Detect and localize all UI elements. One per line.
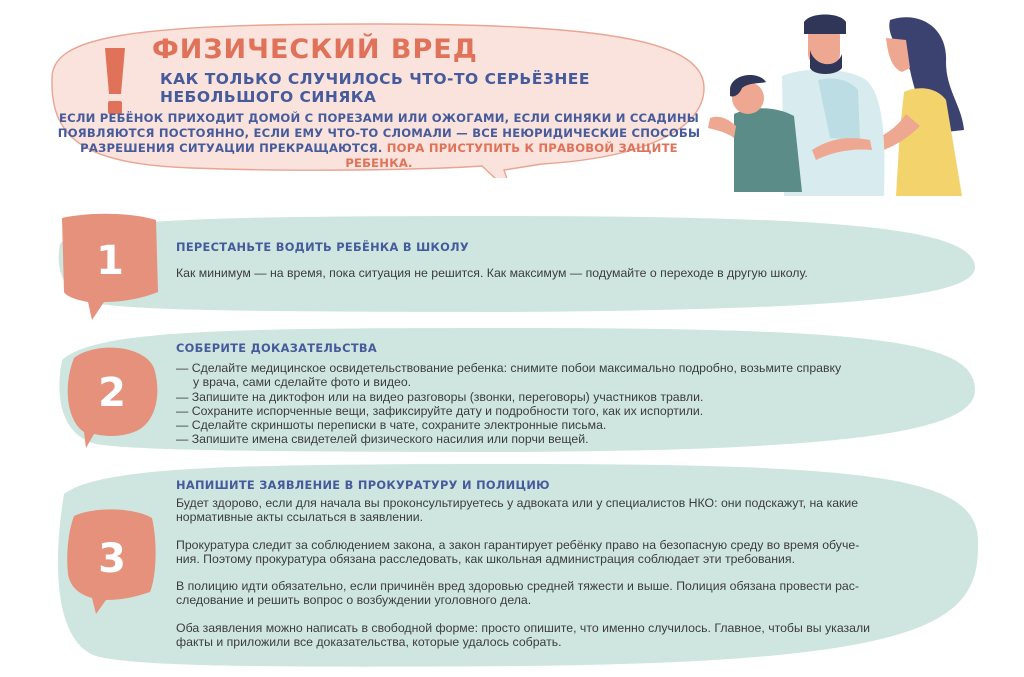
- page-title: ФИЗИЧЕСКИЙ ВРЕД: [152, 34, 478, 65]
- paragraph-line: Прокуратура следит за соблюдением закона, а закон гарантирует ребёнку право на безопасную среду во время обуче-: [176, 537, 860, 552]
- list-item: — Сделайте медицинское освидетельствование ребенка: снимите побои максимально подробно, возьмите справку: [176, 361, 842, 375]
- step-title: СОБЕРИТЕ ДОКАЗАТЕЛЬСТВА: [176, 341, 377, 355]
- step-card-1: [0, 200, 1024, 320]
- step-title: НАПИШИТЕ ЗАЯВЛЕНИЕ В ПРОКУРАТУРУ И ПОЛИЦИЮ: [176, 478, 550, 492]
- paragraph-line: Оба заявления можно написать в свободной форме: просто опишите, что именно случилось. Главное, чтобы вы указали: [176, 620, 871, 635]
- subtitle-line: КАК ТОЛЬКО СЛУЧИЛОСЬ ЧТО-ТО СЕРЬЁЗНЕЕ: [160, 70, 590, 88]
- step-card-2: [0, 320, 1024, 460]
- paragraph-line: ния. Поэтому прокуратура обязана расследовать, как школьная администрация соблюдает эти требования.: [176, 551, 795, 566]
- paragraph-line: нормативные акты ссылаться в заявлении.: [176, 510, 424, 525]
- paragraph: [176, 579, 946, 608]
- paragraph-line: В полицию идти обязательно, если причинён вред здоровью средней тяжести и выше. Полиция обязана провести рас-: [176, 579, 859, 594]
- intro-line: ПОЯВЛЯЮТСЯ ПОСТОЯННО, ЕСЛИ ЕМУ ЧТО-ТО СЛОМАЛИ — ВСЕ НЕЮРИДИЧЕСКИЕ СПОСОБЫ: [57, 126, 701, 140]
- intro-text: [54, 111, 704, 171]
- list-item: — Запишите на диктофон или на видео разговоры (звонки, переговоры) участников травли.: [176, 389, 704, 404]
- page-subtitle: [160, 70, 620, 106]
- list-item: — Сделайте скриншоты переписки в чате, сохраните электронные письма.: [176, 418, 607, 433]
- step-paragraphs: [176, 496, 946, 662]
- list-item: — Сохраните испорченные вещи, зафиксируйте дату и подробности того, как их испортили.: [176, 403, 704, 418]
- step-card-3: [0, 460, 1024, 677]
- paragraph-line: факты и приложили все доказательства, которые удалось собрать.: [176, 635, 562, 650]
- intro-highlight: ПОРА ПРИСТУПИТЬ К ПРАВОВОЙ ЗАЩИТЕ РЕБЕНКА.: [345, 141, 678, 170]
- step-list: [176, 361, 946, 447]
- list-item-continuation: у врача, сами сделайте фото и видео.: [193, 375, 412, 390]
- step-text: Как минимум — на время, пока ситуация не решится. Как максимум — подумайте о переходе в другую школу.: [176, 266, 808, 280]
- step-number: 1: [96, 238, 124, 284]
- intro-line: [54, 141, 704, 171]
- intro-line: ЕСЛИ РЕБЁНОК ПРИХОДИТ ДОМОЙ С ПОРЕЗАМИ ИЛИ ОЖОГАМИ, ЕСЛИ СИНЯКИ И ССАДИНЫ: [59, 111, 699, 125]
- step-title: ПЕРЕСТАНЬТЕ ВОДИТЬ РЕБЁНКА В ШКОЛУ: [176, 240, 469, 254]
- intro-line-text: РАЗРЕШЕНИЯ СИТУАЦИИ ПРЕКРАЩАЮТСЯ.: [80, 141, 383, 155]
- paragraph: [176, 496, 946, 525]
- paragraph: [176, 621, 946, 650]
- paragraph: [176, 538, 946, 567]
- paragraph-line: следование и решить вопрос о возбуждении уголовного дела.: [176, 593, 532, 608]
- step-number: 2: [98, 370, 126, 416]
- family-illustration: [700, 10, 980, 200]
- exclamation-icon: [102, 46, 128, 116]
- step-number: 3: [98, 536, 126, 582]
- paragraph-line: Будет здорово, если для начала вы проконсультируетесь у адвоката или у специалистов НКО: они подскажут, на какие: [176, 496, 859, 510]
- subtitle-line: НЕБОЛЬШОГО СИНЯКА: [160, 88, 377, 106]
- list-item: — Запишите имена свидетелей физического насилия или порчи вещей.: [176, 432, 589, 447]
